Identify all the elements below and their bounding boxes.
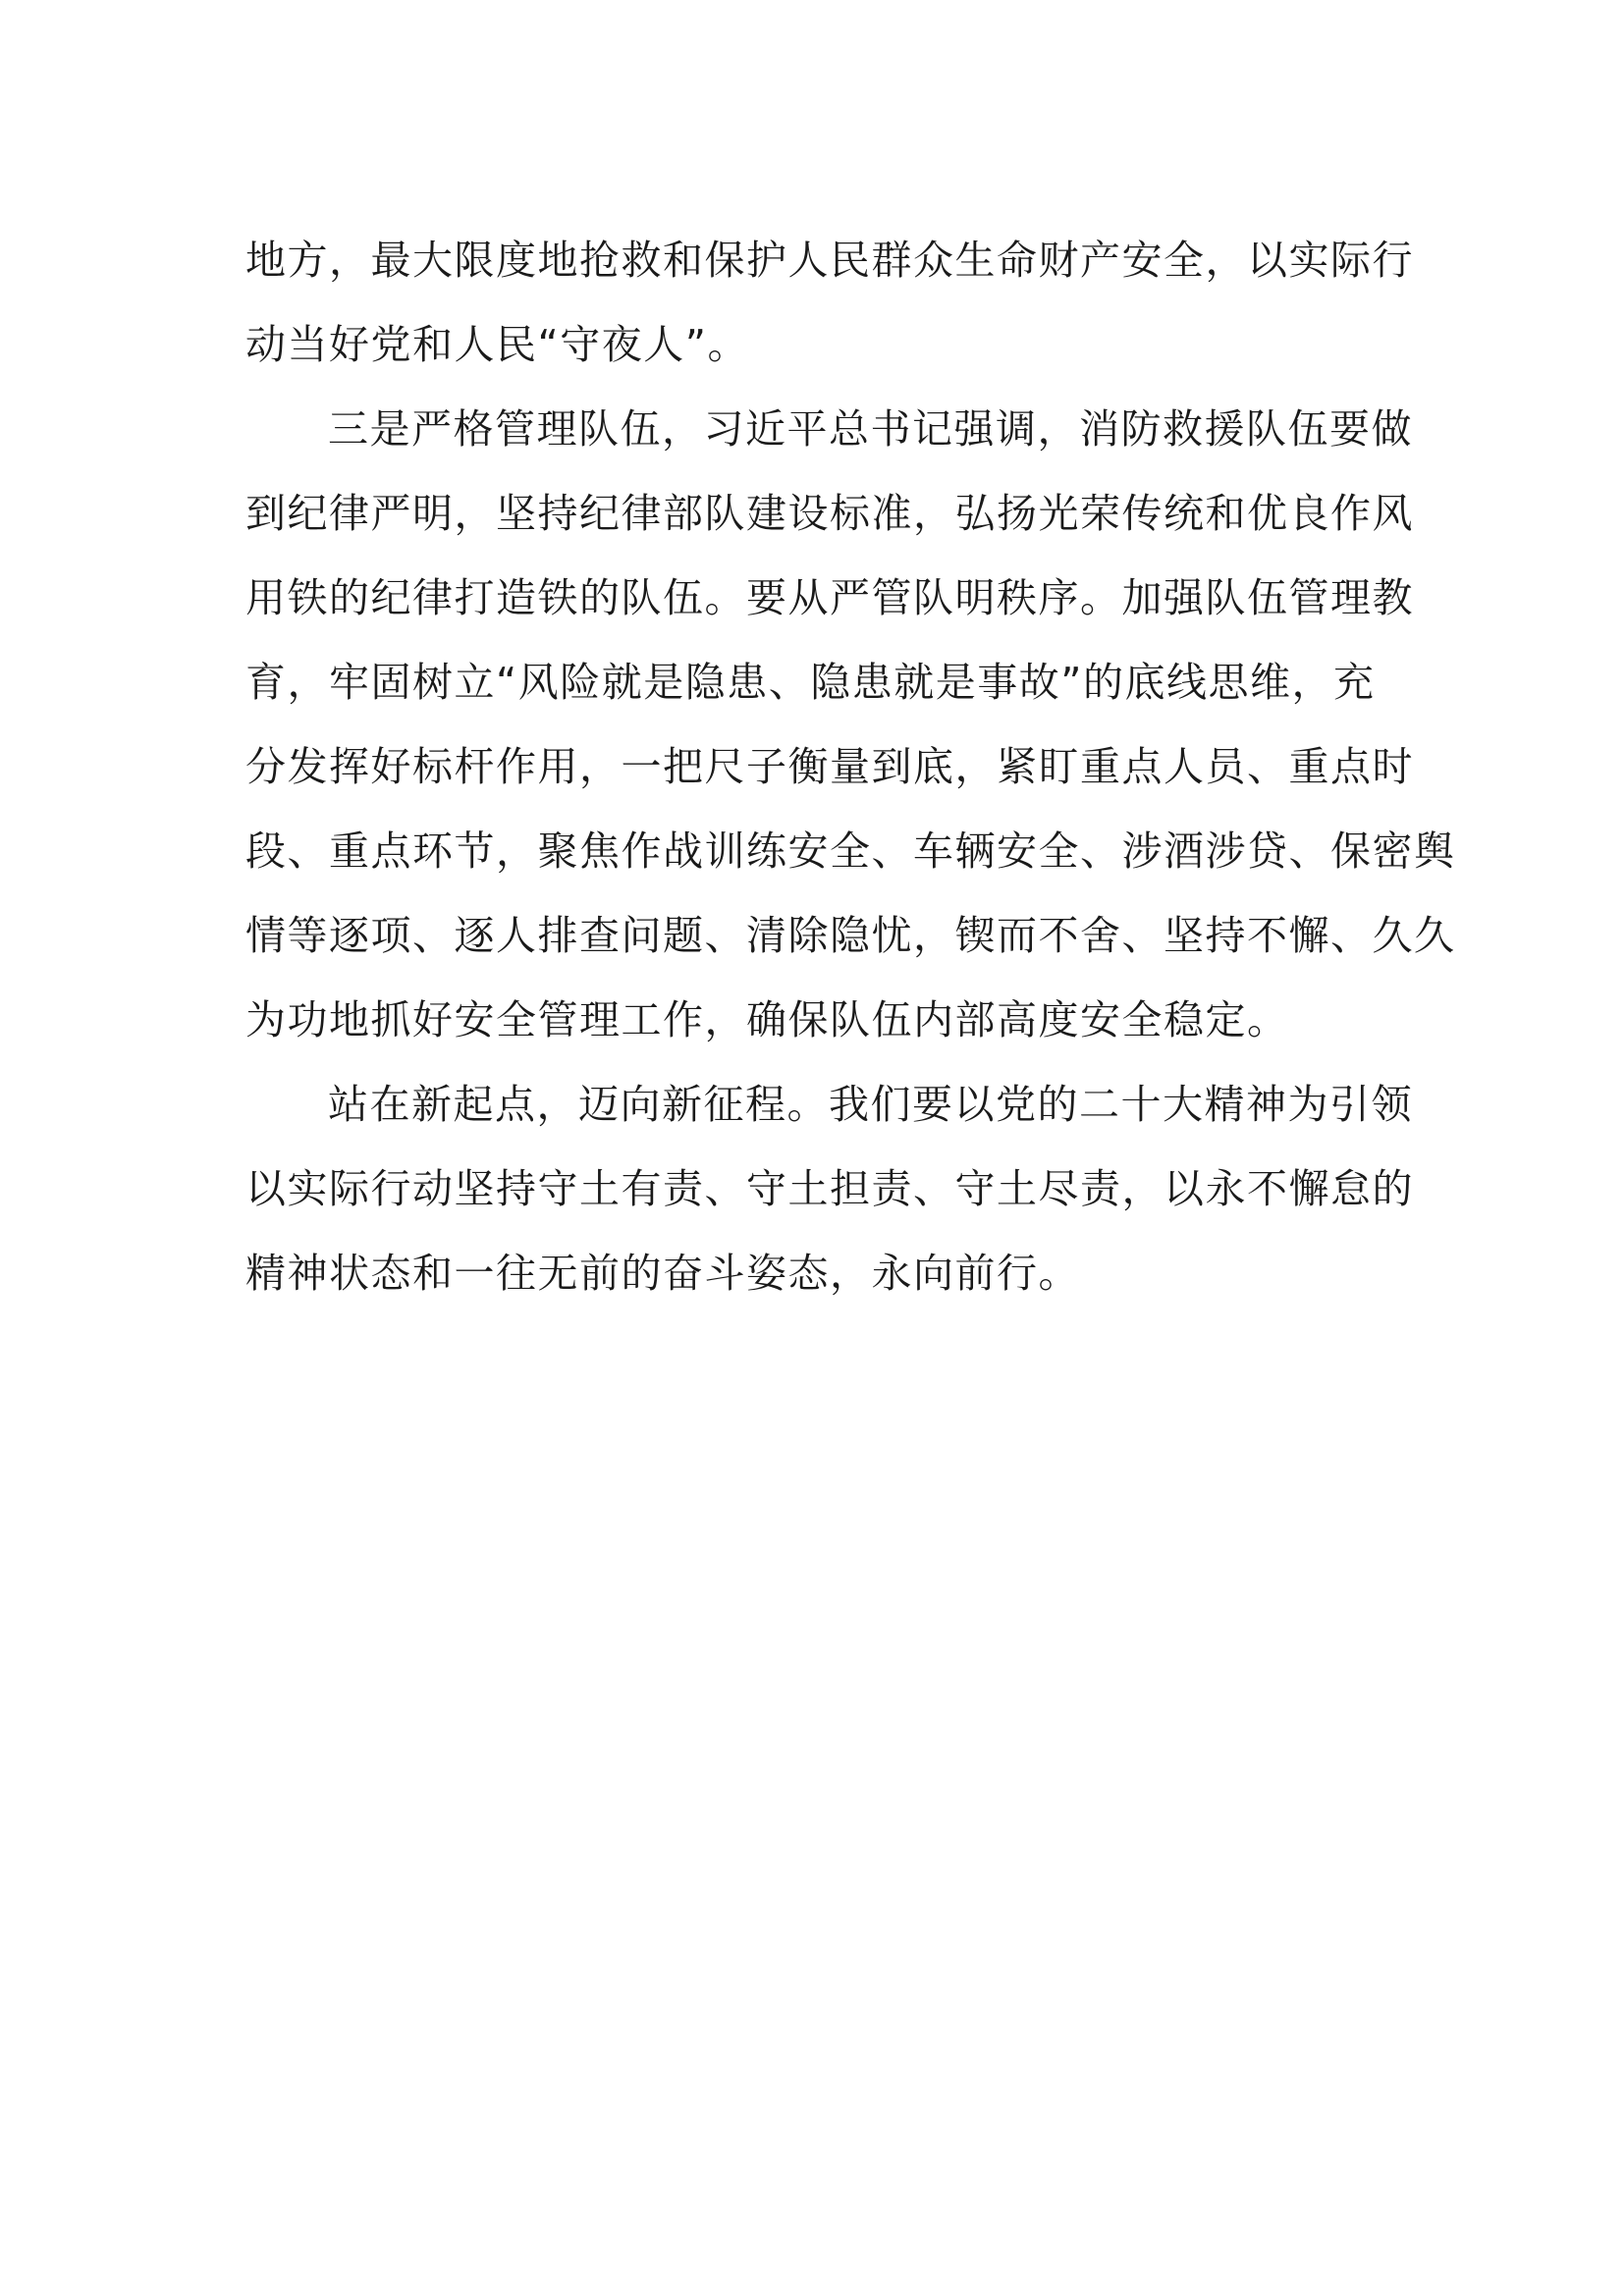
paragraph-2-line-4: 育，牢固树立“风险就是隐患、隐患就是事故”的底线思维，充 — [245, 659, 1376, 706]
paragraph-3-line-1: 站在新起点，迈向新征程。我们要以党的二十大精神为引领 — [328, 1081, 1413, 1128]
paragraph-2-line-3: 用铁的纪律打造铁的队伍。要从严管队明秩序。加强队伍管理教 — [245, 574, 1414, 621]
paragraph-1-line-2: 动当好党和人民“守夜人”。 — [245, 321, 749, 368]
paragraph-2-line-8: 为功地抓好安全管理工作，确保队伍内部高度安全稳定。 — [245, 996, 1289, 1043]
paragraph-2-line-2: 到纪律严明，坚持纪律部队建设标准，弘扬光荣传统和优良作风 — [245, 490, 1414, 537]
paragraph-1-line-1: 地方，最大限度地抢救和保护人民群众生命财产安全，以实际行 — [245, 237, 1414, 284]
paragraph-2-line-7: 情等逐项、逐人排查问题、清除隐忧，锲而不舍、坚持不懈、久久 — [245, 912, 1456, 959]
document-body — [245, 218, 1456, 1315]
paragraph-2-line-6: 段、重点环节，聚焦作战训练安全、车辆安全、涉酒涉贷、保密舆 — [245, 828, 1456, 875]
paragraph-2-line-5: 分发挥好标杆作用，一把尺子衡量到底，紧盯重点人员、重点时 — [245, 743, 1414, 790]
paragraph-3-line-2: 以实际行动坚持守土有责、守土担责、守土尽责，以永不懈怠的 — [245, 1165, 1414, 1212]
paragraph-2-line-1: 三是严格管理队伍，习近平总书记强调，消防救援队伍要做 — [328, 405, 1413, 453]
paragraph-3-line-3: 精神状态和一往无前的奋斗姿态，永向前行。 — [245, 1250, 1080, 1297]
